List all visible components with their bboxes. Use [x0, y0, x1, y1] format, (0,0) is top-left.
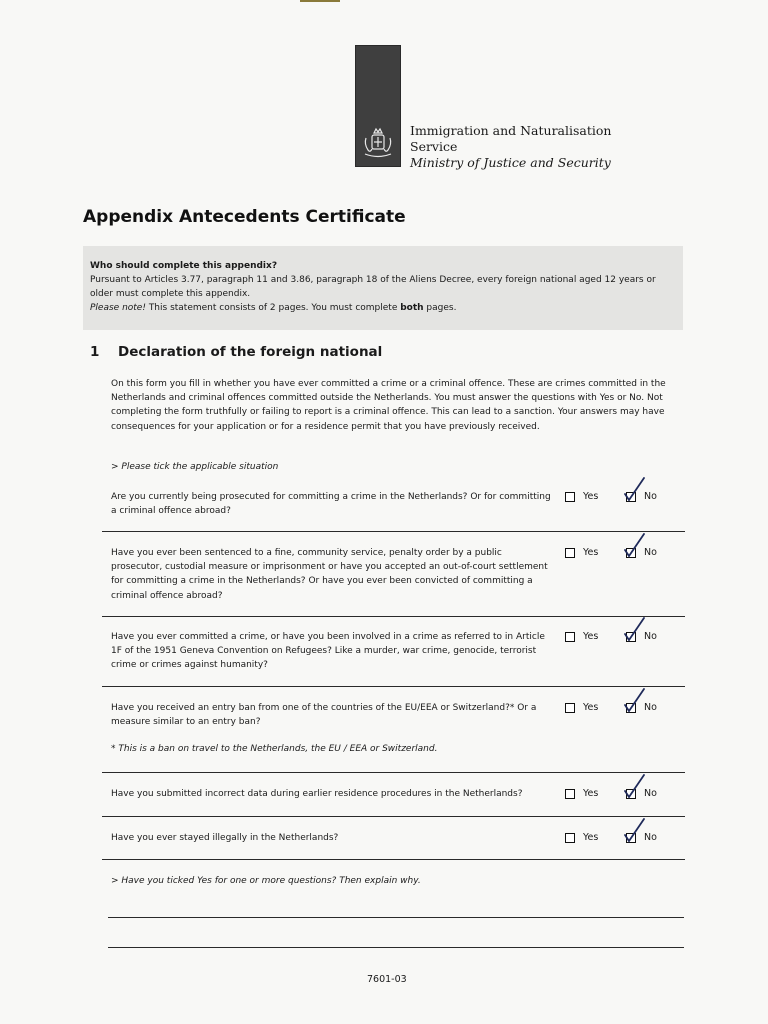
question-text: Have you ever been sentenced to a fine, community service, penalty order by a public prosecutor, custodial measure or imprisonment or have you accepted an out-of-court settlement for committing a crime in the Netherlands? Or have you ever been convicted of committing a criminal offence abroad?	[111, 548, 548, 601]
section-heading	[90, 344, 382, 360]
explain-prompt: > Have you ticked Yes for one or more questions? Then explain why.	[111, 876, 421, 886]
divider	[102, 686, 685, 687]
intro-box	[83, 246, 683, 330]
explain-answer-line[interactable]	[108, 947, 684, 948]
no-label: No	[644, 832, 657, 843]
no-checkbox[interactable]	[626, 492, 636, 502]
question-text: Have you ever stayed illegally in the Netherlands?	[111, 833, 339, 843]
question-text: Have you received an entry ban from one of the countries of the EU/EEA or Switzerland?* Or a measure similar to an entry ban?	[111, 703, 537, 728]
top-edge-mark	[300, 0, 340, 2]
divider	[102, 531, 685, 532]
yes-label: Yes	[583, 788, 599, 799]
document-code: 7601-03	[367, 974, 407, 985]
yes-checkbox[interactable]	[565, 789, 575, 799]
yes-checkbox[interactable]	[565, 548, 575, 558]
no-label: No	[644, 631, 657, 642]
section-title: Declaration of the foreign national	[118, 344, 383, 360]
yes-label: Yes	[583, 547, 599, 558]
question-text: Are you currently being prosecuted for committing a crime in the Netherlands? Or for committing a criminal offence abroad?	[111, 492, 551, 517]
note-post: pages.	[423, 303, 457, 313]
question-text: Have you submitted incorrect data during earlier residence procedures in the Netherlands?	[111, 789, 523, 799]
question-text: Have you ever committed a crime, or have you been involved in a crime as referred to in Article 1F of the 1951 Geneva Convention on Refugees? Like a murder, war crime, genocide, terrorist crime or crimes against humanity?	[111, 632, 545, 671]
agency-name-line1: Immigration and Naturalisation	[410, 123, 612, 138]
no-label: No	[644, 702, 657, 713]
no-label: No	[644, 491, 657, 502]
divider	[102, 816, 685, 817]
footnote: * This is a ban on travel to the Netherlands, the EU / EEA or Switzerland.	[111, 744, 438, 754]
note-label: Please note!	[90, 303, 146, 313]
intro-note	[90, 301, 676, 315]
yes-checkbox[interactable]	[565, 492, 575, 502]
intro-question: Who should complete this appendix?	[90, 261, 278, 271]
divider	[102, 772, 685, 773]
no-label: No	[644, 788, 657, 799]
no-checkbox[interactable]	[626, 632, 636, 642]
no-checkbox[interactable]	[626, 703, 636, 713]
yes-label: Yes	[583, 491, 599, 502]
no-checkbox[interactable]	[626, 833, 636, 843]
note-bold: both	[400, 303, 424, 313]
note-pre: This statement consists of 2 pages. You must complete	[145, 303, 401, 313]
section-paragraph: On this form you fill in whether you have ever committed a crime or a criminal offence. These are crimes committed in the Netherlands and criminal offences committed outside the Netherlands. You must answer the questions with Yes or No. Not completing the form truthfully or failing to report is a criminal offence. This can lead to a sanction. Your answers may have consequences for your application or for a residence permit that you have previously received.	[111, 379, 666, 432]
yes-checkbox[interactable]	[565, 703, 575, 713]
divider	[102, 616, 685, 617]
intro-body: Pursuant to Articles 3.77, paragraph 11 and 3.86, paragraph 18 of the Aliens Decree, every foreign national aged 12 years or older must complete this appendix.	[90, 275, 656, 299]
yes-label: Yes	[583, 702, 599, 713]
agency-name-block	[410, 123, 611, 171]
no-checkbox[interactable]	[626, 548, 636, 558]
tick-hint: > Please tick the applicable situation	[111, 462, 279, 472]
yes-label: Yes	[583, 631, 599, 642]
handwritten-checkmark-icon	[624, 687, 648, 717]
yes-label: Yes	[583, 832, 599, 843]
government-logo-bar	[355, 45, 401, 167]
ministry-name: Ministry of Justice and Security	[410, 155, 611, 170]
handwritten-checkmark-icon	[624, 616, 648, 646]
yes-checkbox[interactable]	[565, 833, 575, 843]
section-number: 1	[90, 344, 100, 360]
divider	[102, 859, 685, 860]
explain-answer-line[interactable]	[108, 917, 684, 918]
coat-of-arms-icon	[358, 124, 398, 164]
handwritten-checkmark-icon	[624, 476, 648, 506]
no-checkbox[interactable]	[626, 789, 636, 799]
yes-checkbox[interactable]	[565, 632, 575, 642]
no-label: No	[644, 547, 657, 558]
agency-name-line2: Service	[410, 139, 458, 154]
handwritten-checkmark-icon	[624, 773, 648, 803]
page-title: Appendix Antecedents Certificate	[83, 207, 406, 227]
handwritten-checkmark-icon	[624, 532, 648, 562]
handwritten-checkmark-icon	[624, 817, 648, 847]
